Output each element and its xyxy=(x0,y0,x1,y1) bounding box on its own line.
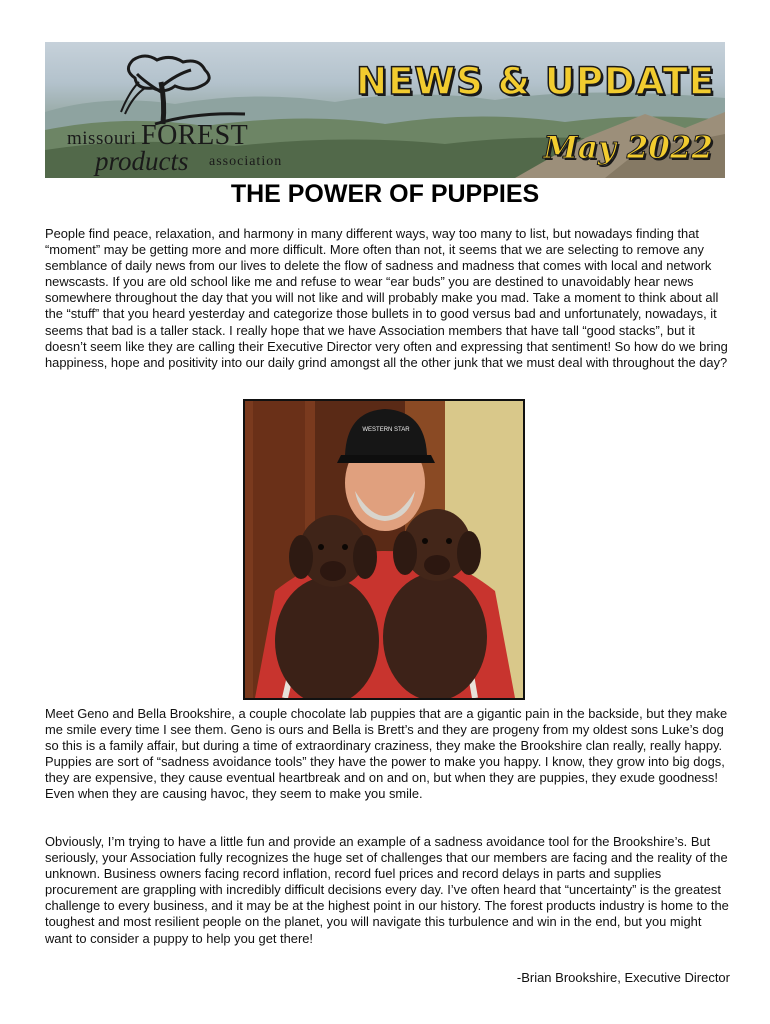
logo-word-missouri: missouri xyxy=(67,128,137,149)
cap-logo-text: WESTERN STAR xyxy=(362,427,410,433)
logo-word-association: association xyxy=(209,154,283,169)
author-signature: -Brian Brookshire, Executive Director xyxy=(516,970,730,985)
article-paragraph-1: People find peace, relaxation, and harmony in many different ways, way too many to list, but nowadays finding that “moment” may be getting more and more difficult. More often than not, it seems that we are selecting to remove any semblance of daily news from our lives to delete the flow of sadness and madness that comes with local and network newscasts. If you are old school like me and refuse to wear “ear buds” you are destined to unavoidably hear news somewhere throughout the day that you will not like and will probably make you mad. Take a moment to think about all the “stuff” that you heard yesterday and categorize those bullets in to good versus bad and unfortunately, nowadays, it seems that bad is a taller stack. I really hope that we have Association members that have tall “good stacks”, but it doesn’t seem like they are calling their Executive Director very often and expressing that sentiment! So how do we bring happiness, hope and positivity into our daily grind amongst all the other junk that we must deal with throughout the day? xyxy=(45,226,728,370)
article-paragraph-2: Meet Geno and Bella Brookshire, a couple chocolate lab puppies that are a gigantic pain in the backside, but they make me smile every time I see them. Geno is ours and Bella is Brett’s and they are progeny from my oldest sons Luke’s dog so this is a family affair, but during a time of extraordinary craziness, they make the Brookshire clan really, really happy. Puppies are sort of “sadness avoidance tools” they have the power to make you happy. I know, they grow into big dogs, they are expensive, they cause eventual heartbreak and on and on, but when they are puppies, they exude goodness! Even when they are causing havoc, they seem to make you smile. xyxy=(45,706,728,802)
logo-word-forest: FOREST xyxy=(141,120,249,151)
article-paragraph-3: Obviously, I’m trying to have a little fun and provide an example of a sadness avoidance tool for the Brookshire’s. But seriously, your Association fully recognizes the huge set of challenges that our members are facing and the reality of the unknown. Business owners facing record inflation, record fuel prices and record delays in parts and supplies procurement are grappling with incredibly difficult decisions every day. I’ve often heard that “uncertainty” is the greatest challenge to every business, and it may be at the highest point in our history. The forest products industry is home to the toughest and most resilient people on the planet, you will navigate this turbulence and win in the end, but you might want to consider a puppy to help you get there! xyxy=(45,834,729,946)
article-headline: THE POWER OF PUPPIES xyxy=(230,180,540,208)
newsletter-title: NEWS & UPDATE xyxy=(356,60,715,103)
issue-date: May 2022 xyxy=(543,130,713,166)
header-banner xyxy=(45,42,725,178)
logo-word-products: products xyxy=(95,146,189,176)
association-logo xyxy=(59,50,309,176)
puppies-photo xyxy=(243,399,525,700)
